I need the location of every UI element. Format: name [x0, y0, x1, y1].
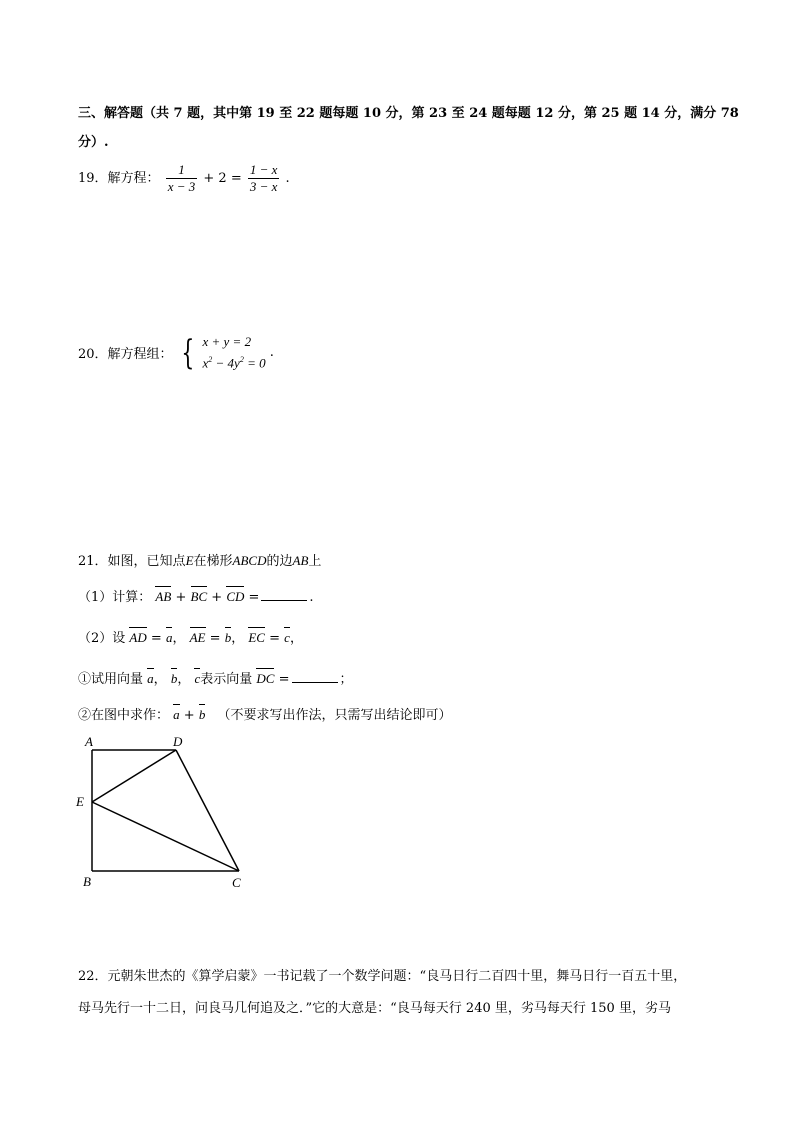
label-c: C [232, 875, 241, 890]
question-21-part-1: （1）计算： AB + BC + CD = . [78, 589, 314, 605]
vector-b: b [224, 630, 232, 645]
question-number: 19． [78, 171, 108, 186]
equation-system [202, 333, 265, 372]
equation-1: x + y = 2 [202, 334, 252, 349]
question-21-part-2: （2）设 AD = a， AE = b， EC = c， [78, 630, 303, 646]
trapezoid-figure [70, 732, 260, 892]
question-21-subpart-1: ①试用向量 a， b， c表示向量 DC = ； [78, 671, 353, 687]
vector-bc: BC [190, 589, 208, 604]
question-label: 解方程组： [107, 347, 173, 363]
vector-c: c [284, 630, 290, 645]
question-21-stem: 21．如图，已知点E在梯形ABCD的边AB上 [78, 553, 322, 569]
answer-blank[interactable] [292, 670, 338, 683]
answer-blank[interactable] [261, 588, 307, 601]
vector-dc: DC [256, 671, 275, 686]
question-20: 20．解方程组： { x + y = 2 $x^2 - 4y^2 = 0$ . [78, 332, 274, 373]
segment-dc [176, 750, 239, 871]
equation-2: $x^2 - 4y^2 = 0$ [202, 355, 266, 371]
vector-cd: CD [226, 589, 245, 604]
segment-ed [92, 750, 176, 802]
segment-ec [92, 802, 239, 871]
vector-ab: AB [155, 589, 172, 604]
plus-two: + 2 = [203, 171, 242, 186]
fraction-left: $\frac{1}{x - 3}$ [167, 162, 196, 194]
vector-ad: AD [129, 630, 147, 645]
label-d: D [173, 734, 183, 749]
section-heading-line2: 分）. [78, 135, 109, 150]
fraction-right: $\frac{1 - x}{3 - x}$ [249, 162, 278, 194]
label-e: E [76, 794, 84, 809]
label-a: A [85, 734, 93, 749]
question-22-line2: 母马先行一十二日，问良马几何追及之．”它的大意是：“良马每天行 240 里，劣马每天行 150 里，劣马 [78, 1001, 671, 1016]
vector-ec: EC [248, 630, 265, 645]
question-21-subpart-2: ②在图中求作： a + b （不要求写出作法，只需写出结论即可） [78, 707, 452, 723]
vector-a: a [165, 630, 173, 645]
label-b: B [83, 874, 91, 889]
section-heading-line1: 三、解答题（共 7 题，其中第 19 至 22 题每题 10 分，第 23 至 24 题每题 12 分，第 25 题 14 分，满分 78 [78, 106, 739, 121]
question-19: 19．解方程： $\frac{1}{x - 3}$ + 2 = $\frac{1 - x}{3 - x}$ . [78, 162, 290, 194]
question-22-line1: 22．元朝朱世杰的《算学启蒙》一书记载了一个数学问题：“良马日行二百四十里，舞马日行一百五十里， [78, 969, 687, 984]
question-number: 20． [78, 347, 108, 363]
vector-ae: AE [189, 630, 206, 645]
brace-symbol: { [181, 332, 195, 373]
question-label: 解方程： [107, 171, 160, 186]
